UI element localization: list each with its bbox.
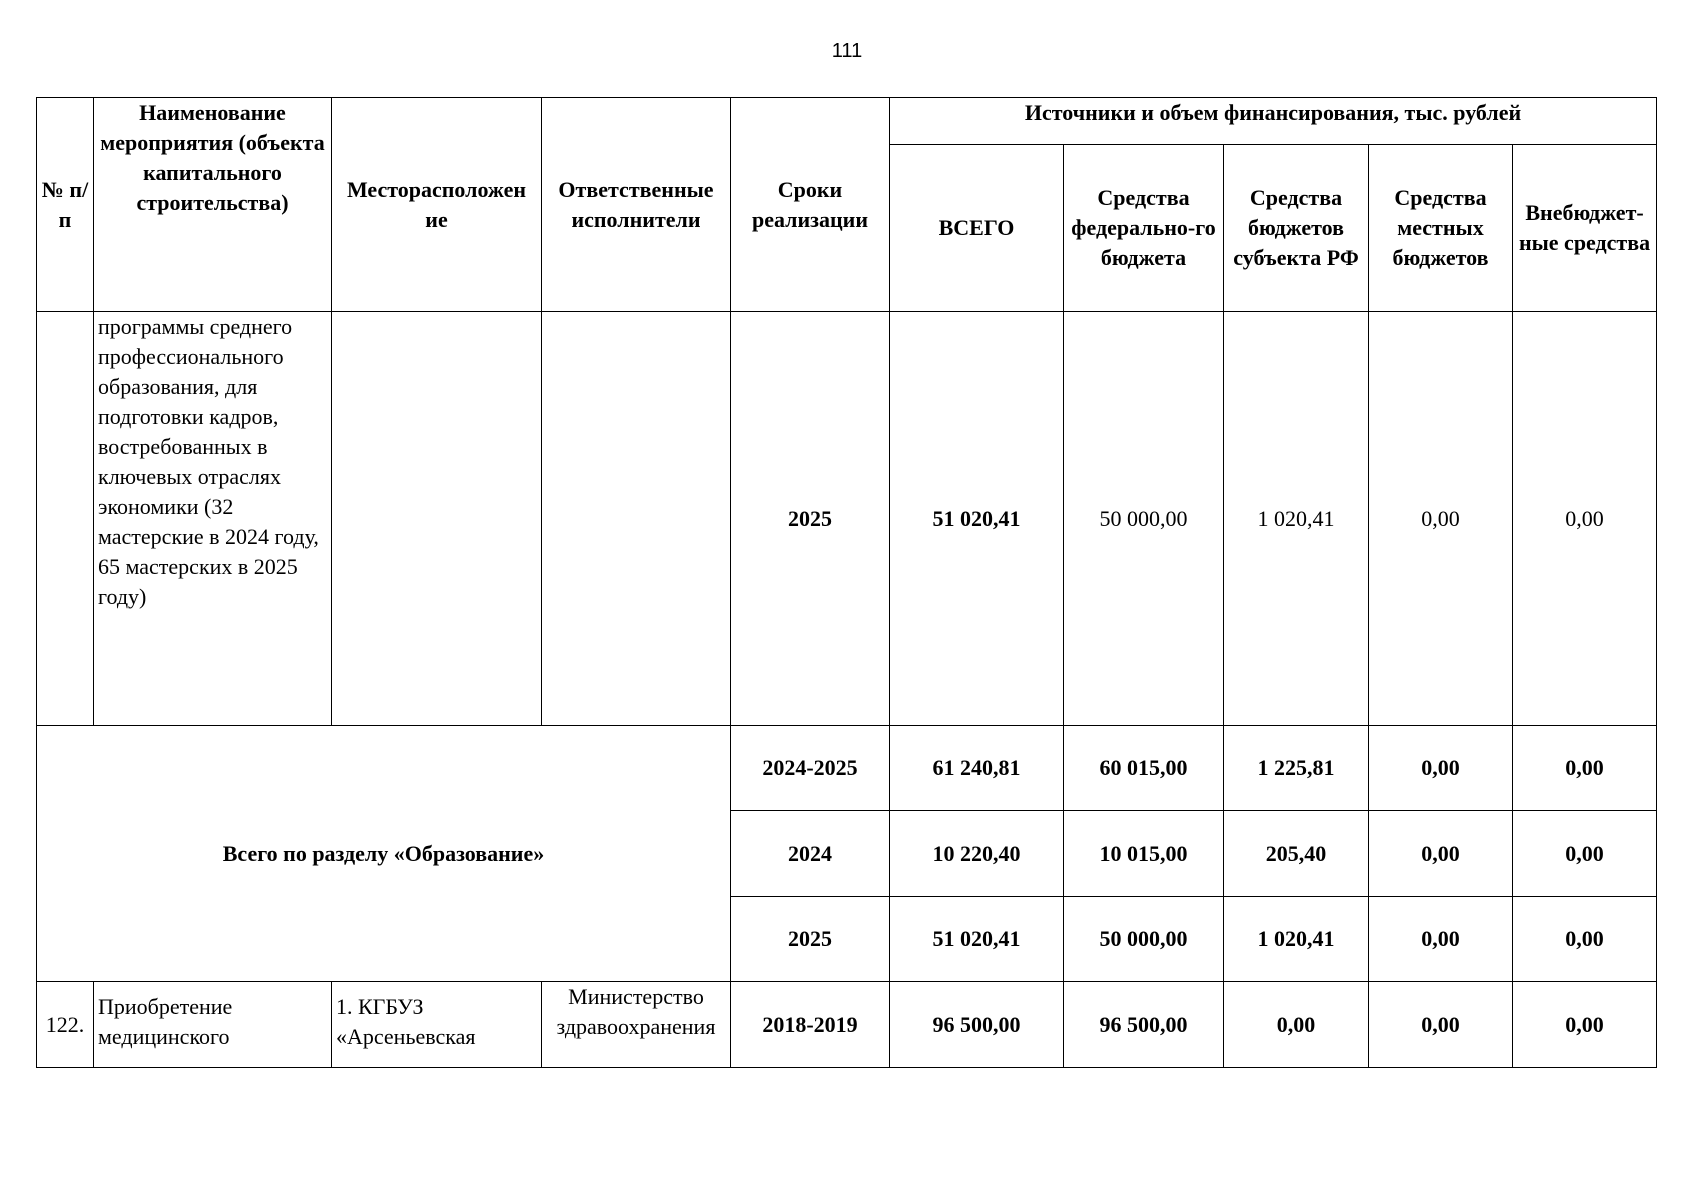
- header-funding-group: Источники и объем финансирования, тыс. рублей: [890, 98, 1657, 145]
- row-federal: 96 500,00: [1064, 982, 1224, 1068]
- total-extra: 0,00: [1513, 811, 1657, 897]
- row-period: 2025: [731, 312, 890, 726]
- header-extra: Внебюджет-ные средства: [1513, 145, 1657, 312]
- header-total: ВСЕГО: [890, 145, 1064, 312]
- row-responsible: [542, 312, 731, 726]
- total-all: 51 020,41: [890, 897, 1064, 982]
- row-subject: 1 020,41: [1224, 312, 1369, 726]
- total-local: 0,00: [1369, 726, 1513, 811]
- total-period: 2024: [731, 811, 890, 897]
- funding-table: [36, 97, 1657, 1068]
- row-name: Приобретение медицинского: [94, 982, 332, 1068]
- total-subject: 205,40: [1224, 811, 1369, 897]
- row-num: [37, 312, 94, 726]
- row-total: 96 500,00: [890, 982, 1064, 1068]
- section-total-label: Всего по разделу «Образование»: [37, 726, 731, 982]
- total-subject: 1 225,81: [1224, 726, 1369, 811]
- total-period: 2025: [731, 897, 890, 982]
- total-local: 0,00: [1369, 811, 1513, 897]
- section-total-row: [37, 726, 1657, 811]
- total-extra: 0,00: [1513, 726, 1657, 811]
- header-period: Сроки реализации: [731, 98, 890, 312]
- page-number: 111: [831, 40, 863, 62]
- header-subject: Средства бюджетов субъекта РФ: [1224, 145, 1369, 312]
- row-period: 2018-2019: [731, 982, 890, 1068]
- header-name: Наименование мероприятия (объекта капитального строительства): [94, 98, 332, 312]
- row-location: [332, 312, 542, 726]
- total-period: 2024-2025: [731, 726, 890, 811]
- total-federal: 10 015,00: [1064, 811, 1224, 897]
- header-num: № п/п: [37, 98, 94, 312]
- row-num: 122.: [37, 982, 94, 1068]
- table-row: [37, 312, 1657, 726]
- row-name: программы среднего профессионального образования, для подготовки кадров, востребованных в ключевых отраслях экономики (32 мастерские в 2024 году, 65 мастерских в 2025 году): [94, 312, 332, 726]
- total-local: 0,00: [1369, 897, 1513, 982]
- row-responsible: Министерство здравоохранения: [542, 982, 731, 1068]
- row-extra: 0,00: [1513, 312, 1657, 726]
- row-federal: 50 000,00: [1064, 312, 1224, 726]
- total-extra: 0,00: [1513, 897, 1657, 982]
- header-row-1: [37, 98, 1657, 145]
- table-row: [37, 982, 1657, 1068]
- header-federal: Средства федерально-го бюджета: [1064, 145, 1224, 312]
- header-local: Средства местных бюджетов: [1369, 145, 1513, 312]
- row-subject: 0,00: [1224, 982, 1369, 1068]
- row-location: 1. КГБУЗ «Арсеньевская: [332, 982, 542, 1068]
- row-total: 51 020,41: [890, 312, 1064, 726]
- header-location: Месторасположен ие: [332, 98, 542, 312]
- row-local: 0,00: [1369, 312, 1513, 726]
- total-subject: 1 020,41: [1224, 897, 1369, 982]
- total-all: 61 240,81: [890, 726, 1064, 811]
- header-responsible: Ответственные исполнители: [542, 98, 731, 312]
- total-federal: 60 015,00: [1064, 726, 1224, 811]
- row-extra: 0,00: [1513, 982, 1657, 1068]
- row-local: 0,00: [1369, 982, 1513, 1068]
- total-all: 10 220,40: [890, 811, 1064, 897]
- total-federal: 50 000,00: [1064, 897, 1224, 982]
